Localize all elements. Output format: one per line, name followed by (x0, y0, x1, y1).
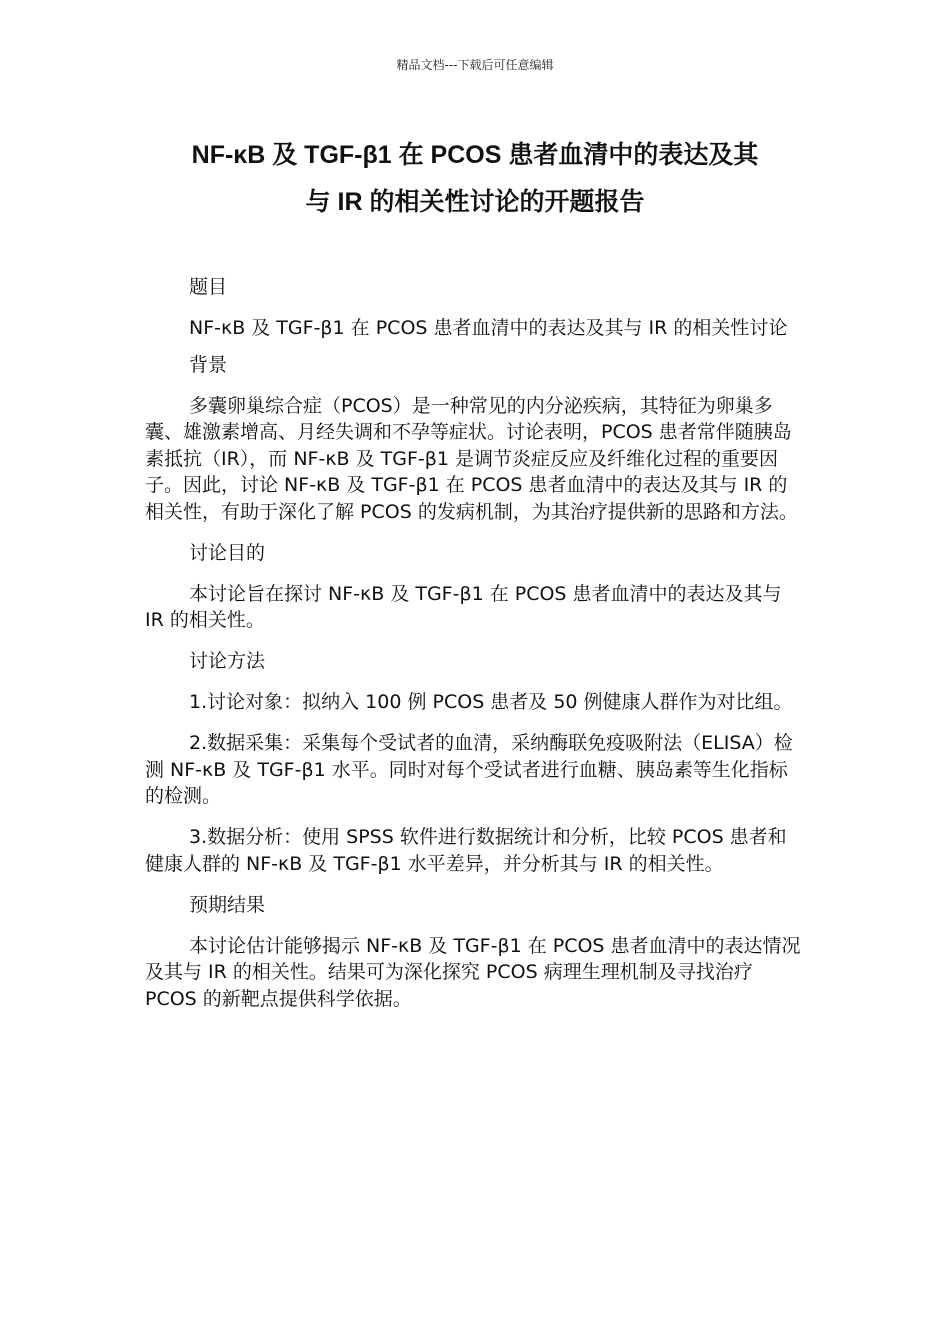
method-item-data-collection: 2.数据采集：采集每个受试者的血清，采纳酶联免疫吸附法（ELISA）检测 NF-κB 及 TGF-β1 水平。同时对每个受试者进行血糖、胰岛素等生化指标的检测。 (145, 732, 793, 807)
purpose-heading: 讨论目的 (189, 541, 266, 564)
page-header: 精品文档---下载后可任意编辑 (396, 58, 554, 72)
background-paragraph: 多囊卵巢综合症（PCOS）是一种常见的内分泌疾病，其特征为卵巢多囊、雄激素增高、月经失调和不孕等症状。讨论表明，PCOS 患者常伴随胰岛素抵抗（IR），而 NF-κB 及 TGF-β1 是调节炎症反应及纤维化过程的重要因子。因此，讨论 NF-κB 及 TGF-β1 在 PCOS 患者血清中的表达及其与 IR 的相关性，有助于深化了解 PCOS 的发病机制，为其治疗提供新的思路和方法。 (145, 394, 798, 523)
expected-results-paragraph: 本讨论估计能够揭示 NF-κB 及 TGF-β1 在 PCOS 患者血清中的表达情况及其与 IR 的相关性。结果可为深化探究 PCOS 病理生理机制及寻找治疗 PCOS 的新靶点提供科学依据。 (145, 934, 801, 1010)
purpose-paragraph: 本讨论旨在探讨 NF-κB 及 TGF-β1 在 PCOS 患者血清中的表达及其与 IR 的相关性。 (145, 582, 782, 631)
background-heading: 背景 (189, 353, 228, 376)
topic-heading: 题目 (189, 276, 228, 298)
document-title (110, 132, 840, 226)
expected-results-heading: 预期结果 (189, 893, 266, 916)
topic-text: NF-κB 及 TGF-β1 在 PCOS 患者血清中的表达及其与 IR 的相关性讨论 (189, 317, 788, 339)
method-item-data-analysis: 3.数据分析：使用 SPSS 软件进行数据统计和分析，比较 PCOS 患者和健康人群的 NF-κB 及 TGF-β1 水平差异，并分析其与 IR 的相关性。 (145, 826, 787, 875)
document-body (145, 274, 805, 1027)
method-item-subjects: 1.讨论对象：拟纳入 100 例 PCOS 患者及 50 例健康人群作为对比组。 (189, 691, 793, 713)
methods-heading: 讨论方法 (189, 650, 266, 672)
title-line-1: NF-κB 及 TGF-β1 在 PCOS 患者血清中的表达及其 (191, 141, 759, 169)
title-line-2: 与 IR 的相关性讨论的开题报告 (305, 188, 645, 216)
